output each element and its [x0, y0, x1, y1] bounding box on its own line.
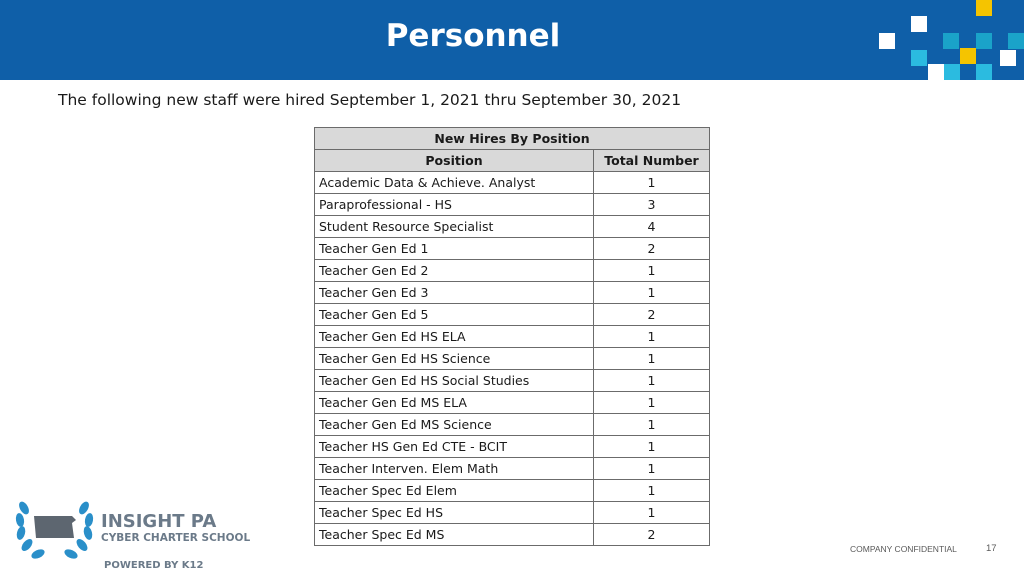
table-caption-row — [315, 128, 710, 150]
header-bar — [0, 0, 1024, 80]
total-cell: 4 — [594, 216, 710, 238]
square-decoration — [911, 16, 927, 32]
square-decoration — [976, 33, 992, 49]
total-cell: 1 — [594, 282, 710, 304]
total-cell: 1 — [594, 436, 710, 458]
table-row — [315, 326, 710, 348]
position-cell: Teacher Gen Ed HS Social Studies — [315, 370, 594, 392]
table-row — [315, 458, 710, 480]
position-cell: Teacher Gen Ed 5 — [315, 304, 594, 326]
table-row — [315, 436, 710, 458]
position-cell: Paraprofessional - HS — [315, 194, 594, 216]
position-cell: Teacher Gen Ed 1 — [315, 238, 594, 260]
square-decoration — [1000, 50, 1016, 66]
new-hires-table — [314, 127, 710, 546]
logo-subtitle: CYBER CHARTER SCHOOL — [101, 532, 251, 544]
position-cell: Teacher HS Gen Ed CTE - BCIT — [315, 436, 594, 458]
position-cell: Teacher Gen Ed 2 — [315, 260, 594, 282]
square-decoration — [943, 33, 959, 49]
total-cell: 1 — [594, 392, 710, 414]
total-cell: 2 — [594, 238, 710, 260]
table-row — [315, 524, 710, 546]
square-decoration — [976, 64, 992, 80]
total-cell: 3 — [594, 194, 710, 216]
total-cell: 1 — [594, 458, 710, 480]
laurel-pennsylvania-icon — [12, 496, 98, 564]
position-cell: Student Resource Specialist — [315, 216, 594, 238]
position-cell: Teacher Gen Ed MS Science — [315, 414, 594, 436]
position-cell: Academic Data & Achieve. Analyst — [315, 172, 594, 194]
square-decoration — [976, 0, 992, 16]
total-cell: 2 — [594, 524, 710, 546]
column-header-position: Position — [315, 150, 594, 172]
page-title: Personnel — [385, 18, 561, 54]
table-row — [315, 260, 710, 282]
table-row — [315, 392, 710, 414]
total-cell: 1 — [594, 348, 710, 370]
position-cell: Teacher Gen Ed HS ELA — [315, 326, 594, 348]
square-decoration — [879, 33, 895, 49]
square-decoration — [1008, 33, 1024, 49]
total-cell: 1 — [594, 172, 710, 194]
table-row — [315, 216, 710, 238]
table-row — [315, 172, 710, 194]
subtitle: The following new staff were hired September 1, 2021 thru September 30, 2021 — [58, 91, 682, 109]
table-row — [315, 370, 710, 392]
total-cell: 1 — [594, 326, 710, 348]
position-cell: Teacher Interven. Elem Math — [315, 458, 594, 480]
position-cell: Teacher Gen Ed 3 — [315, 282, 594, 304]
table-row — [315, 282, 710, 304]
page-number: 17 — [986, 543, 997, 554]
table-caption: New Hires By Position — [315, 128, 710, 150]
table-row — [315, 304, 710, 326]
table-row — [315, 480, 710, 502]
logo-powered-by: POWERED BY K12 — [104, 560, 204, 571]
total-cell: 1 — [594, 480, 710, 502]
table-row — [315, 348, 710, 370]
total-cell: 2 — [594, 304, 710, 326]
square-decoration — [960, 48, 976, 64]
logo-name: INSIGHT PA — [101, 511, 217, 532]
position-cell: Teacher Gen Ed MS ELA — [315, 392, 594, 414]
total-cell: 1 — [594, 414, 710, 436]
total-cell: 1 — [594, 370, 710, 392]
position-cell: Teacher Spec Ed HS — [315, 502, 594, 524]
square-decoration — [928, 64, 944, 80]
column-header-total: Total Number — [594, 150, 710, 172]
position-cell: Teacher Gen Ed HS Science — [315, 348, 594, 370]
total-cell: 1 — [594, 260, 710, 282]
table-row — [315, 238, 710, 260]
table-row — [315, 502, 710, 524]
table-row — [315, 414, 710, 436]
position-cell: Teacher Spec Ed MS — [315, 524, 594, 546]
total-cell: 1 — [594, 502, 710, 524]
position-cell: Teacher Spec Ed Elem — [315, 480, 594, 502]
square-decoration — [944, 64, 960, 80]
table-row — [315, 194, 710, 216]
square-decoration — [911, 50, 927, 66]
table-body — [315, 172, 710, 546]
table-header-row — [315, 150, 710, 172]
confidential-label: COMPANY CONFIDENTIAL — [850, 544, 957, 554]
